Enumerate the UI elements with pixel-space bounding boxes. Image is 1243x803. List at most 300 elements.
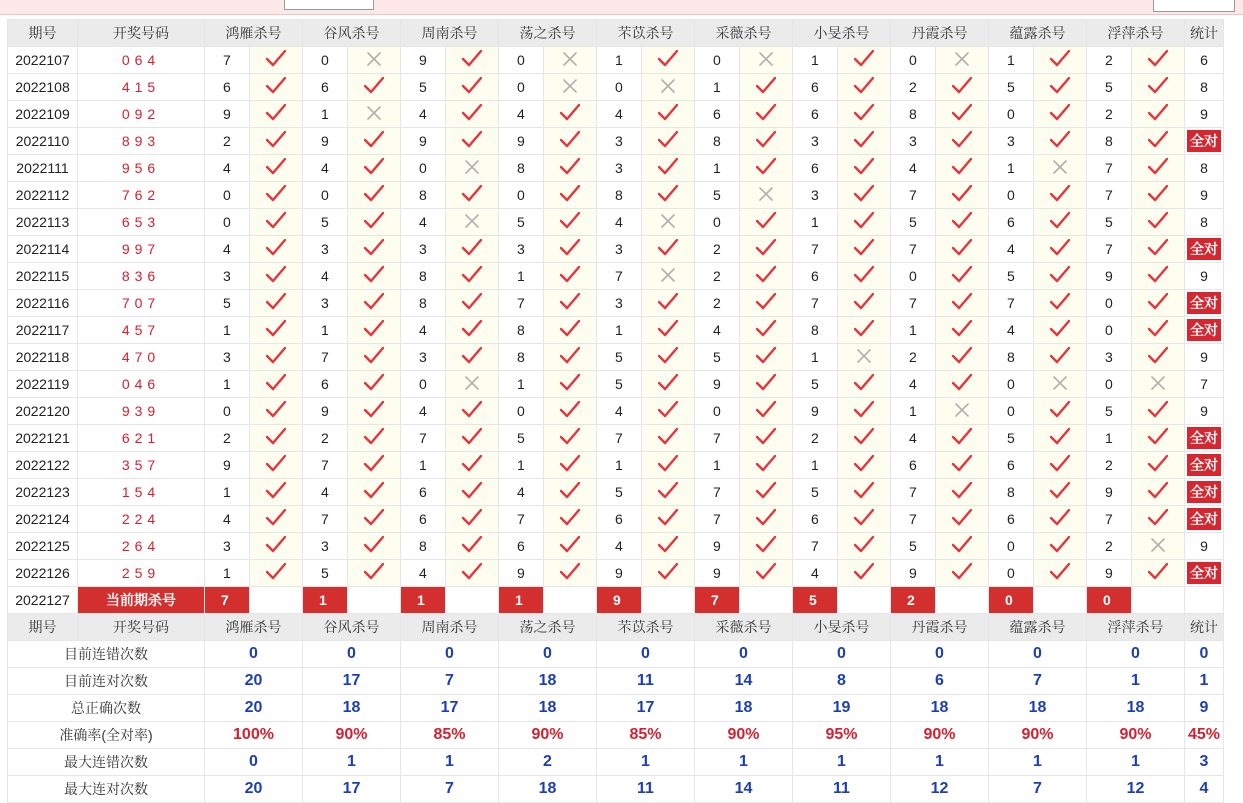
top-right-box[interactable] bbox=[1153, 0, 1235, 12]
summary-value: 0 bbox=[695, 641, 793, 668]
issue-number: 2022118 bbox=[8, 344, 78, 371]
check-mark-icon bbox=[854, 374, 874, 391]
summary-value: 1 bbox=[891, 749, 989, 776]
result-cell bbox=[446, 263, 499, 290]
kill-number: 4 bbox=[401, 317, 446, 344]
check-mark-icon bbox=[462, 347, 482, 364]
result-cell bbox=[1132, 452, 1185, 479]
check-mark-icon bbox=[462, 131, 482, 148]
check-mark-icon bbox=[560, 374, 580, 391]
check-mark-icon bbox=[658, 131, 678, 148]
cross-mark-icon bbox=[464, 159, 480, 175]
kill-number: 7 bbox=[1087, 236, 1132, 263]
result-cell bbox=[446, 209, 499, 236]
check-mark-icon bbox=[364, 455, 384, 472]
kill-number: 1 bbox=[205, 371, 250, 398]
kill-number: 4 bbox=[401, 101, 446, 128]
draw-number: 621 bbox=[78, 425, 205, 452]
kill-number: 2 bbox=[1087, 533, 1132, 560]
header-draw: 开奖号码 bbox=[78, 614, 205, 641]
stat-cell: 9 bbox=[1185, 533, 1224, 560]
header-issue: 期号 bbox=[8, 614, 78, 641]
cross-mark-icon bbox=[954, 402, 970, 418]
result-cell bbox=[1132, 209, 1185, 236]
result-cell bbox=[740, 209, 793, 236]
current-kill-number: 7 bbox=[205, 587, 250, 614]
table-row bbox=[8, 101, 1224, 128]
kill-number: 0 bbox=[205, 209, 250, 236]
result-cell bbox=[838, 128, 891, 155]
result-cell bbox=[544, 371, 597, 398]
issue-number: 2022122 bbox=[8, 452, 78, 479]
check-mark-icon bbox=[952, 104, 972, 121]
check-mark-icon bbox=[560, 563, 580, 580]
result-cell bbox=[838, 317, 891, 344]
check-mark-icon bbox=[560, 428, 580, 445]
kill-number: 0 bbox=[891, 263, 936, 290]
check-mark-icon bbox=[952, 320, 972, 337]
kill-number: 2 bbox=[695, 236, 740, 263]
check-mark-icon bbox=[266, 428, 286, 445]
result-cell bbox=[740, 128, 793, 155]
current-kill-number: 1 bbox=[401, 587, 446, 614]
draw-number: 154 bbox=[78, 479, 205, 506]
summary-value: 18 bbox=[499, 668, 597, 695]
table-row bbox=[8, 209, 1224, 236]
check-mark-icon bbox=[658, 536, 678, 553]
result-cell bbox=[838, 155, 891, 182]
summary-row bbox=[8, 722, 1224, 749]
draw-number: 046 bbox=[78, 371, 205, 398]
cross-mark-icon bbox=[954, 51, 970, 67]
kill-number: 5 bbox=[499, 425, 544, 452]
check-mark-icon bbox=[952, 212, 972, 229]
issue-number: 2022109 bbox=[8, 101, 78, 128]
blank-cell bbox=[838, 587, 891, 614]
blank-cell bbox=[1185, 587, 1224, 614]
check-mark-icon bbox=[854, 482, 874, 499]
kill-number: 2 bbox=[891, 344, 936, 371]
kill-number: 7 bbox=[303, 452, 348, 479]
cross-mark-icon bbox=[366, 51, 382, 67]
kill-number: 6 bbox=[499, 533, 544, 560]
kill-number: 2 bbox=[303, 425, 348, 452]
kill-number: 0 bbox=[695, 398, 740, 425]
kill-number: 3 bbox=[401, 344, 446, 371]
result-cell bbox=[446, 317, 499, 344]
summary-value: 18 bbox=[303, 695, 401, 722]
cross-mark-icon bbox=[660, 267, 676, 283]
check-mark-icon bbox=[1050, 320, 1070, 337]
summary-value: 9 bbox=[1185, 695, 1224, 722]
issue-number: 2022127 bbox=[8, 587, 78, 614]
table-row bbox=[8, 182, 1224, 209]
kill-number: 0 bbox=[1087, 290, 1132, 317]
kill-number: 8 bbox=[499, 317, 544, 344]
summary-value: 1 bbox=[695, 749, 793, 776]
table-row bbox=[8, 452, 1224, 479]
kill-number: 4 bbox=[205, 506, 250, 533]
kill-number: 6 bbox=[989, 209, 1034, 236]
kill-number: 9 bbox=[499, 128, 544, 155]
stat-cell: 6 bbox=[1185, 47, 1224, 74]
summary-value: 2 bbox=[499, 749, 597, 776]
kill-number: 6 bbox=[695, 101, 740, 128]
check-mark-icon bbox=[266, 374, 286, 391]
kill-number: 8 bbox=[401, 263, 446, 290]
check-mark-icon bbox=[756, 401, 776, 418]
result-cell bbox=[348, 344, 401, 371]
kill-number: 7 bbox=[1087, 506, 1132, 533]
summary-row bbox=[8, 641, 1224, 668]
blank-cell bbox=[348, 587, 401, 614]
kill-number: 9 bbox=[205, 452, 250, 479]
check-mark-icon bbox=[266, 50, 286, 67]
result-cell bbox=[1132, 236, 1185, 263]
current-kill-number: 1 bbox=[499, 587, 544, 614]
header-kill: 蕴露杀号 bbox=[989, 614, 1087, 641]
header-kill: 谷风杀号 bbox=[303, 614, 401, 641]
check-mark-icon bbox=[266, 104, 286, 121]
kill-number: 3 bbox=[597, 290, 642, 317]
cross-mark-icon bbox=[1052, 375, 1068, 391]
draw-number: 893 bbox=[78, 128, 205, 155]
kill-number: 1 bbox=[499, 263, 544, 290]
check-mark-icon bbox=[560, 509, 580, 526]
kill-number: 8 bbox=[401, 182, 446, 209]
check-mark-icon bbox=[854, 320, 874, 337]
check-mark-icon bbox=[854, 50, 874, 67]
result-cell bbox=[740, 533, 793, 560]
check-mark-icon bbox=[854, 158, 874, 175]
summary-value: 18 bbox=[1087, 695, 1185, 722]
result-cell bbox=[740, 182, 793, 209]
kill-number: 0 bbox=[891, 47, 936, 74]
issue-number: 2022126 bbox=[8, 560, 78, 587]
result-cell bbox=[1034, 452, 1087, 479]
header-stat: 统计 bbox=[1185, 20, 1224, 47]
issue-number: 2022110 bbox=[8, 128, 78, 155]
kill-number: 6 bbox=[793, 101, 838, 128]
header-kill: 蕴露杀号 bbox=[989, 20, 1087, 47]
check-mark-icon bbox=[658, 563, 678, 580]
check-mark-icon bbox=[1148, 266, 1168, 283]
check-mark-icon bbox=[854, 536, 874, 553]
check-mark-icon bbox=[364, 320, 384, 337]
draw-number: 064 bbox=[78, 47, 205, 74]
check-mark-icon bbox=[1148, 563, 1168, 580]
kill-number: 4 bbox=[401, 398, 446, 425]
issue-number: 2022112 bbox=[8, 182, 78, 209]
result-cell bbox=[446, 236, 499, 263]
summary-value: 7 bbox=[989, 776, 1087, 803]
check-mark-icon bbox=[364, 239, 384, 256]
result-cell bbox=[544, 425, 597, 452]
check-mark-icon bbox=[952, 77, 972, 94]
result-cell bbox=[348, 101, 401, 128]
kill-number: 4 bbox=[303, 263, 348, 290]
result-cell bbox=[544, 155, 597, 182]
kill-number-table bbox=[7, 19, 1224, 803]
header-kill: 采薇杀号 bbox=[695, 614, 793, 641]
all-correct-badge: 全对 bbox=[1187, 319, 1221, 341]
result-cell bbox=[936, 209, 989, 236]
kill-number: 6 bbox=[401, 479, 446, 506]
kill-number: 7 bbox=[205, 47, 250, 74]
result-cell bbox=[642, 533, 695, 560]
summary-value: 18 bbox=[989, 695, 1087, 722]
kill-number: 3 bbox=[303, 290, 348, 317]
result-cell bbox=[348, 479, 401, 506]
check-mark-icon bbox=[364, 293, 384, 310]
cross-mark-icon bbox=[562, 51, 578, 67]
stat-cell: 8 bbox=[1185, 209, 1224, 236]
kill-number: 3 bbox=[205, 533, 250, 560]
summary-value: 4 bbox=[1185, 776, 1224, 803]
period-select[interactable] bbox=[284, 0, 374, 10]
kill-number: 0 bbox=[401, 155, 446, 182]
kill-number: 9 bbox=[401, 47, 446, 74]
summary-value: 0 bbox=[891, 641, 989, 668]
kill-number: 2 bbox=[695, 290, 740, 317]
result-cell bbox=[936, 560, 989, 587]
kill-number: 1 bbox=[695, 452, 740, 479]
kill-number: 1 bbox=[989, 47, 1034, 74]
table-row bbox=[8, 74, 1224, 101]
check-mark-icon bbox=[1148, 50, 1168, 67]
check-mark-icon bbox=[854, 509, 874, 526]
check-mark-icon bbox=[952, 347, 972, 364]
summary-value: 0 bbox=[989, 641, 1087, 668]
check-mark-icon bbox=[658, 320, 678, 337]
summary-value: 0 bbox=[205, 749, 303, 776]
check-mark-icon bbox=[266, 509, 286, 526]
kill-number: 2 bbox=[793, 425, 838, 452]
result-cell bbox=[1034, 182, 1087, 209]
check-mark-icon bbox=[658, 401, 678, 418]
result-cell bbox=[1132, 155, 1185, 182]
result-cell bbox=[348, 317, 401, 344]
kill-number: 9 bbox=[891, 560, 936, 587]
result-cell bbox=[1034, 560, 1087, 587]
kill-number: 8 bbox=[793, 317, 838, 344]
result-cell bbox=[1034, 47, 1087, 74]
summary-value: 20 bbox=[205, 695, 303, 722]
table-row bbox=[8, 425, 1224, 452]
result-cell bbox=[936, 236, 989, 263]
result-cell bbox=[936, 452, 989, 479]
kill-number: 1 bbox=[303, 317, 348, 344]
result-cell bbox=[838, 290, 891, 317]
current-kill-number: 9 bbox=[597, 587, 642, 614]
result-cell bbox=[838, 452, 891, 479]
result-cell bbox=[544, 47, 597, 74]
summary-value: 18 bbox=[891, 695, 989, 722]
stat-cell: 9 bbox=[1185, 398, 1224, 425]
result-cell bbox=[1034, 236, 1087, 263]
kill-number: 5 bbox=[1087, 398, 1132, 425]
table-row bbox=[8, 506, 1224, 533]
result-cell bbox=[446, 344, 499, 371]
summary-label: 最大连错次数 bbox=[8, 749, 205, 776]
result-cell bbox=[838, 344, 891, 371]
check-mark-icon bbox=[1148, 293, 1168, 310]
result-cell bbox=[642, 425, 695, 452]
kill-number: 8 bbox=[989, 479, 1034, 506]
blank-cell bbox=[1132, 587, 1185, 614]
result-cell bbox=[740, 263, 793, 290]
result-cell bbox=[544, 479, 597, 506]
check-mark-icon bbox=[952, 563, 972, 580]
check-mark-icon bbox=[364, 563, 384, 580]
cross-mark-icon bbox=[758, 186, 774, 202]
header-row bbox=[8, 20, 1224, 47]
issue-number: 2022119 bbox=[8, 371, 78, 398]
kill-number: 1 bbox=[401, 452, 446, 479]
result-cell bbox=[446, 128, 499, 155]
result-cell bbox=[1132, 506, 1185, 533]
check-mark-icon bbox=[462, 293, 482, 310]
result-cell bbox=[740, 479, 793, 506]
kill-number: 6 bbox=[401, 506, 446, 533]
summary-value: 85% bbox=[401, 722, 499, 749]
result-cell bbox=[544, 506, 597, 533]
kill-number: 1 bbox=[597, 317, 642, 344]
result-cell bbox=[250, 182, 303, 209]
all-correct-badge: 全对 bbox=[1187, 427, 1221, 449]
summary-value: 0 bbox=[303, 641, 401, 668]
check-mark-icon bbox=[462, 509, 482, 526]
summary-row bbox=[8, 776, 1224, 803]
check-mark-icon bbox=[756, 239, 776, 256]
kill-number: 7 bbox=[597, 263, 642, 290]
summary-value: 8 bbox=[793, 668, 891, 695]
check-mark-icon bbox=[658, 509, 678, 526]
result-cell bbox=[348, 398, 401, 425]
kill-number: 1 bbox=[695, 155, 740, 182]
check-mark-icon bbox=[658, 455, 678, 472]
kill-number: 1 bbox=[1087, 425, 1132, 452]
header-kill: 荡之杀号 bbox=[499, 614, 597, 641]
header-kill: 芣苡杀号 bbox=[597, 20, 695, 47]
issue-number: 2022107 bbox=[8, 47, 78, 74]
result-cell bbox=[1034, 344, 1087, 371]
summary-value: 90% bbox=[303, 722, 401, 749]
kill-number: 0 bbox=[989, 101, 1034, 128]
check-mark-icon bbox=[560, 347, 580, 364]
stat-cell: 9 bbox=[1185, 344, 1224, 371]
kill-number: 9 bbox=[695, 560, 740, 587]
result-cell bbox=[740, 101, 793, 128]
kill-number: 7 bbox=[499, 290, 544, 317]
kill-number: 0 bbox=[597, 74, 642, 101]
result-cell bbox=[446, 398, 499, 425]
check-mark-icon bbox=[756, 482, 776, 499]
check-mark-icon bbox=[756, 131, 776, 148]
draw-number: 415 bbox=[78, 74, 205, 101]
check-mark-icon bbox=[854, 401, 874, 418]
summary-value: 14 bbox=[695, 776, 793, 803]
check-mark-icon bbox=[364, 212, 384, 229]
summary-value: 7 bbox=[401, 776, 499, 803]
result-cell bbox=[446, 155, 499, 182]
summary-value: 1 bbox=[303, 749, 401, 776]
result-cell bbox=[446, 506, 499, 533]
check-mark-icon bbox=[462, 401, 482, 418]
check-mark-icon bbox=[658, 158, 678, 175]
check-mark-icon bbox=[266, 455, 286, 472]
check-mark-icon bbox=[952, 158, 972, 175]
result-cell bbox=[250, 452, 303, 479]
kill-number: 6 bbox=[793, 74, 838, 101]
check-mark-icon bbox=[952, 428, 972, 445]
check-mark-icon bbox=[756, 320, 776, 337]
current-kill-number: 0 bbox=[989, 587, 1034, 614]
header-kill: 浮萍杀号 bbox=[1087, 20, 1185, 47]
result-cell bbox=[1132, 479, 1185, 506]
result-cell bbox=[936, 263, 989, 290]
kill-number: 9 bbox=[401, 128, 446, 155]
result-cell bbox=[348, 47, 401, 74]
table-row bbox=[8, 236, 1224, 263]
check-mark-icon bbox=[854, 239, 874, 256]
check-mark-icon bbox=[756, 266, 776, 283]
check-mark-icon bbox=[560, 239, 580, 256]
summary-value: 20 bbox=[205, 776, 303, 803]
cross-mark-icon bbox=[464, 213, 480, 229]
kill-number: 6 bbox=[205, 74, 250, 101]
check-mark-icon bbox=[854, 455, 874, 472]
check-mark-icon bbox=[266, 212, 286, 229]
kill-number: 0 bbox=[989, 533, 1034, 560]
result-cell bbox=[1132, 47, 1185, 74]
result-cell bbox=[250, 236, 303, 263]
check-mark-icon bbox=[266, 536, 286, 553]
summary-value: 7 bbox=[989, 668, 1087, 695]
check-mark-icon bbox=[462, 77, 482, 94]
kill-number: 5 bbox=[597, 479, 642, 506]
kill-number: 1 bbox=[793, 47, 838, 74]
kill-number: 1 bbox=[989, 155, 1034, 182]
result-cell bbox=[1034, 533, 1087, 560]
kill-number: 3 bbox=[205, 344, 250, 371]
kill-number: 2 bbox=[695, 263, 740, 290]
kill-number: 4 bbox=[401, 209, 446, 236]
result-cell bbox=[1034, 101, 1087, 128]
check-mark-icon bbox=[266, 482, 286, 499]
check-mark-icon bbox=[1050, 347, 1070, 364]
check-mark-icon bbox=[854, 293, 874, 310]
check-mark-icon bbox=[952, 293, 972, 310]
kill-number: 7 bbox=[891, 236, 936, 263]
check-mark-icon bbox=[462, 185, 482, 202]
summary-value: 17 bbox=[401, 695, 499, 722]
table-row bbox=[8, 479, 1224, 506]
result-cell bbox=[348, 506, 401, 533]
draw-number: 470 bbox=[78, 344, 205, 371]
all-correct-badge: 全对 bbox=[1187, 508, 1221, 530]
check-mark-icon bbox=[658, 104, 678, 121]
kill-number: 8 bbox=[401, 290, 446, 317]
header-row bbox=[8, 614, 1224, 641]
cross-mark-icon bbox=[1150, 537, 1166, 553]
result-cell bbox=[642, 452, 695, 479]
result-cell bbox=[544, 344, 597, 371]
issue-number: 2022114 bbox=[8, 236, 78, 263]
stat-cell bbox=[1185, 128, 1224, 155]
check-mark-icon bbox=[854, 77, 874, 94]
kill-number: 3 bbox=[205, 263, 250, 290]
